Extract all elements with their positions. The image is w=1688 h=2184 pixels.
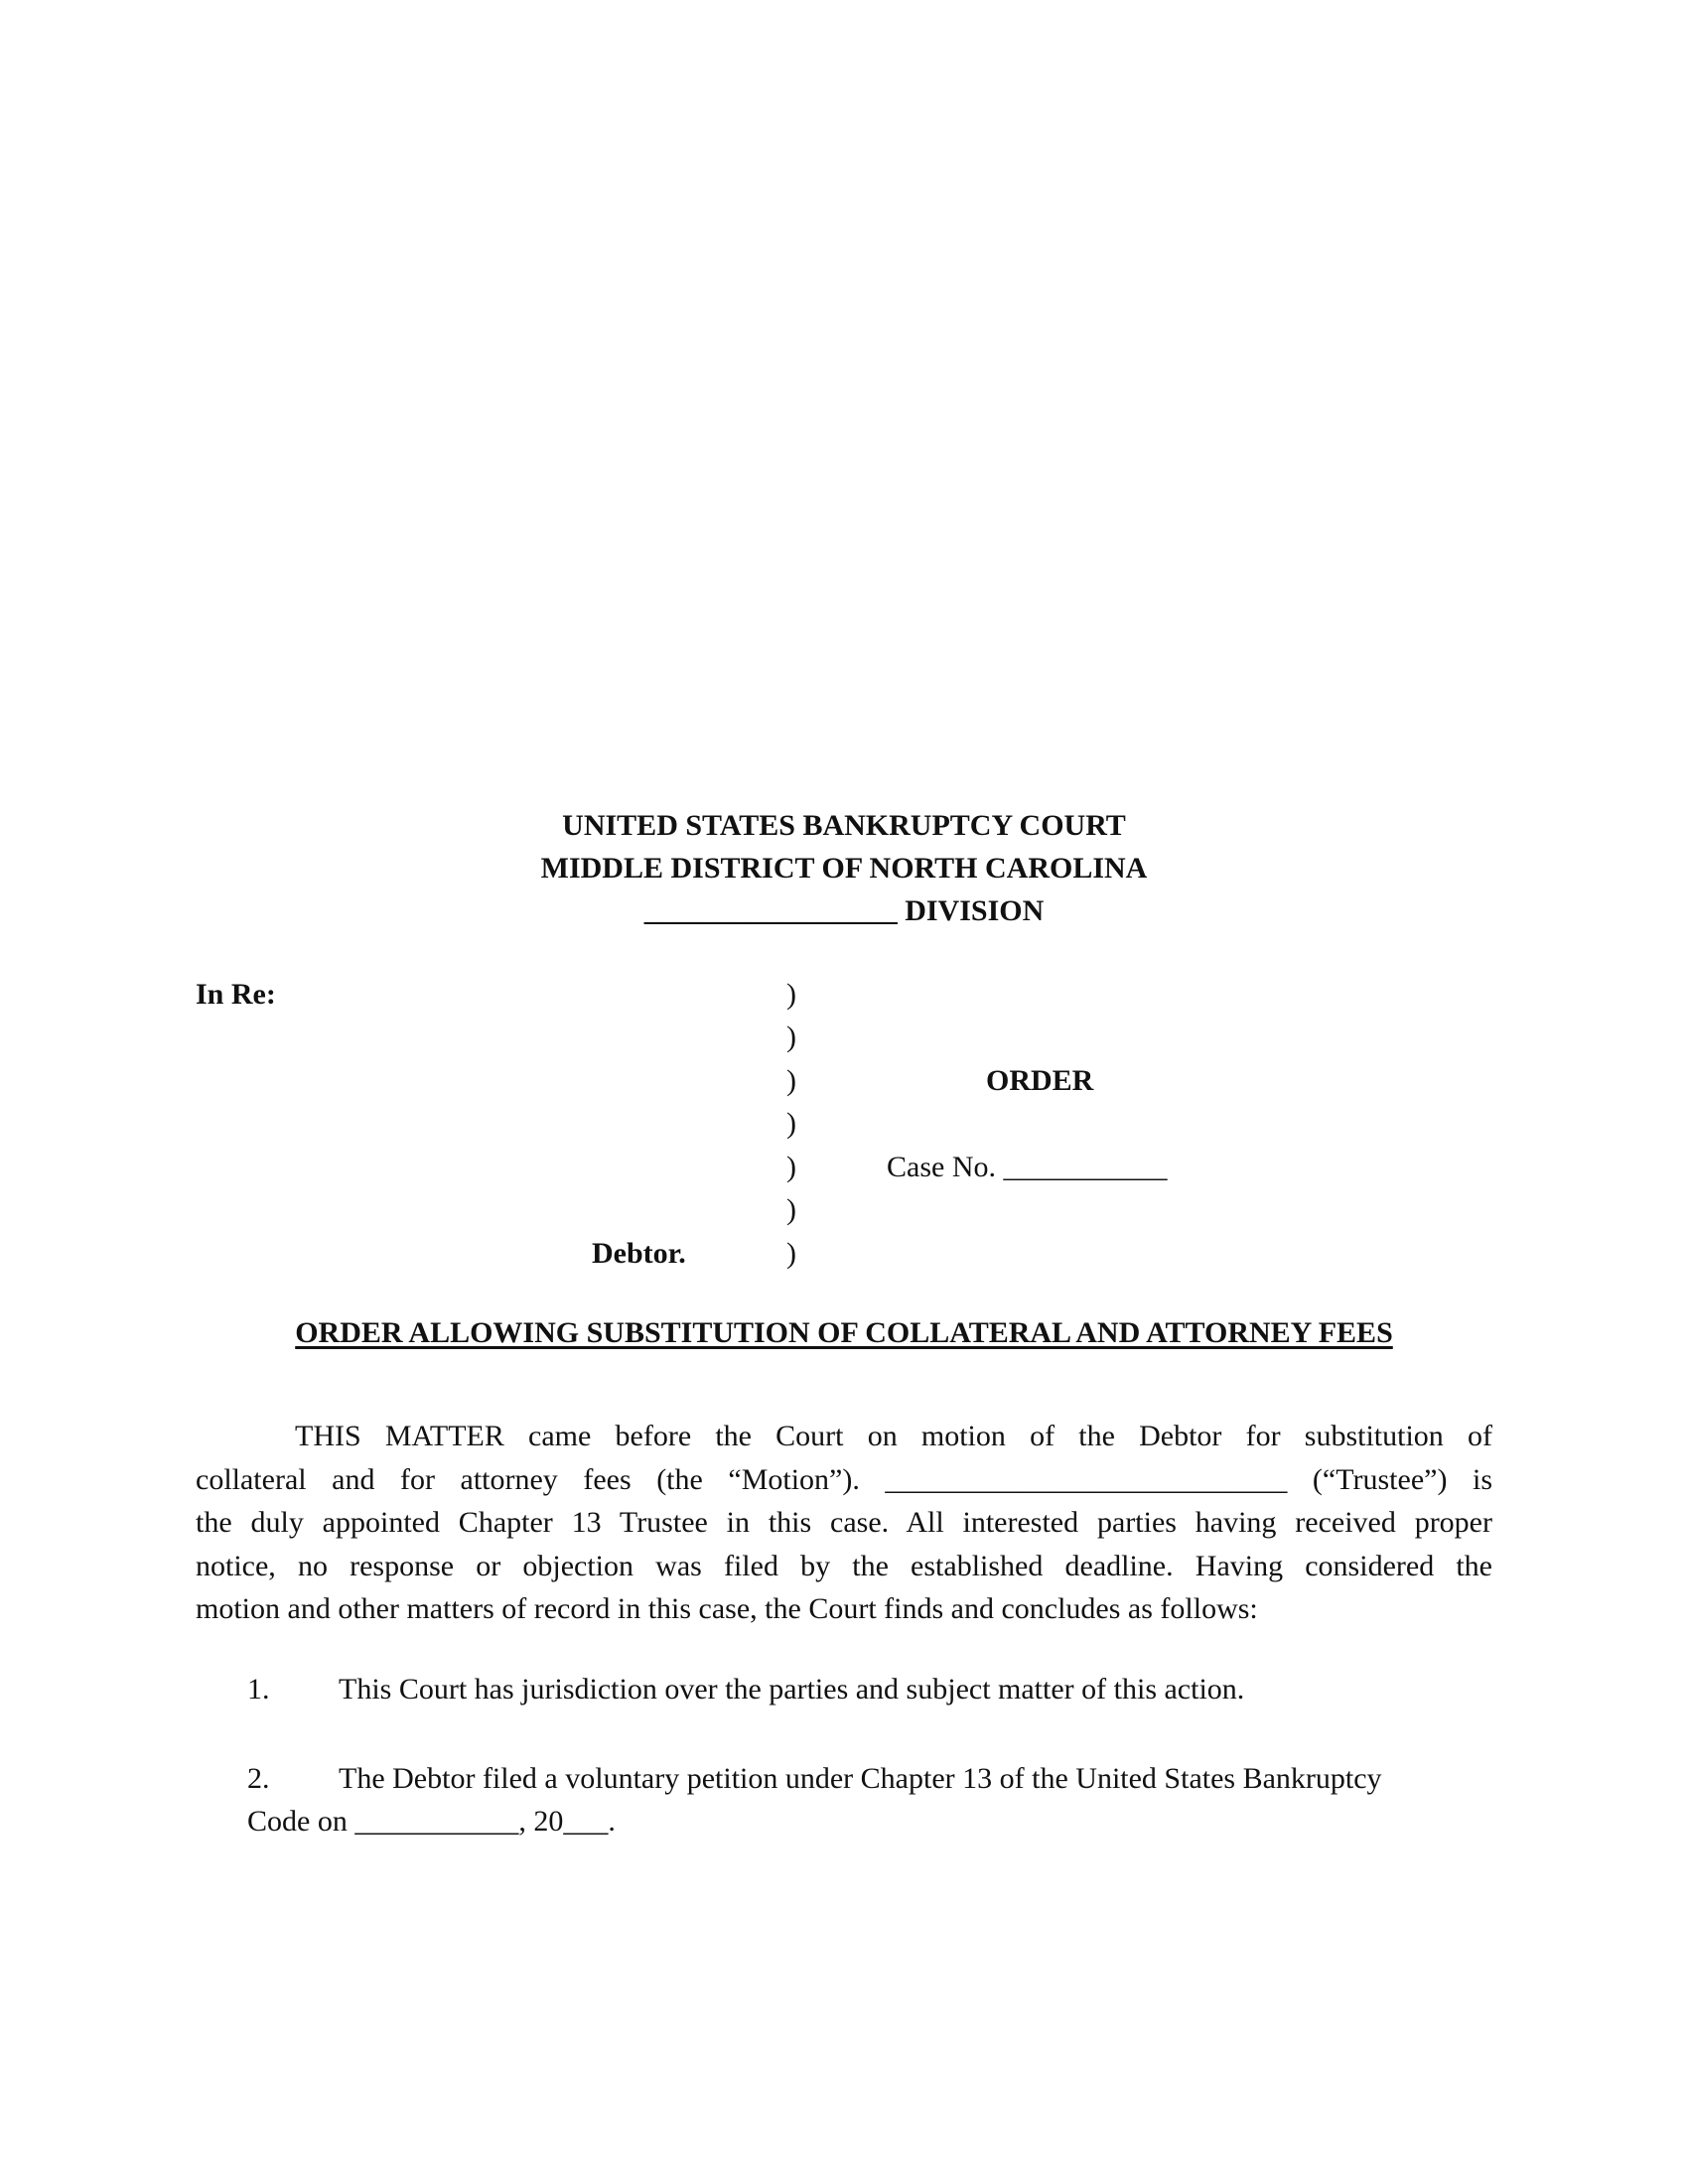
finding-text: The Debtor filed a voluntary petition under Chapter 13 of the United States Bankruptcy bbox=[339, 1762, 1382, 1795]
order-title: ORDER ALLOWING SUBSTITUTION OF COLLATERAL AND ATTORNEY FEES bbox=[295, 1316, 1393, 1349]
case-number-line: Case No. ___________ bbox=[887, 1151, 1168, 1183]
caption-paren: ) bbox=[786, 1237, 796, 1270]
caption-paren: ) bbox=[786, 1151, 796, 1183]
paragraph-line: the duly appointed Chapter 13 Trustee in this case. All interested parties having received proper bbox=[196, 1506, 1492, 1539]
debtor-label: Debtor. bbox=[592, 1237, 686, 1270]
court-heading bbox=[0, 804, 1688, 932]
finding-text-continued: Code on ___________, 20___. bbox=[247, 1805, 616, 1838]
finding-text: This Court has jurisdiction over the parties and subject matter of this action. bbox=[339, 1673, 1245, 1706]
paragraph-line: THIS MATTER came before the Court on motion of the Debtor for substitution of bbox=[295, 1420, 1492, 1452]
finding-number: 2. bbox=[247, 1762, 270, 1795]
caption-paren: ) bbox=[786, 978, 796, 1011]
court-name: UNITED STATES BANKRUPTCY COURT bbox=[562, 809, 1126, 842]
preamble-paragraph bbox=[196, 1415, 1492, 1631]
caption-paren: ) bbox=[786, 1193, 796, 1226]
paragraph-line: motion and other matters of record in this case, the Court finds and concludes as follows: bbox=[196, 1592, 1258, 1625]
in-re-label: In Re: bbox=[196, 978, 276, 1011]
order-label: ORDER bbox=[986, 1064, 1094, 1097]
division-line: _________________ DIVISION bbox=[643, 894, 1045, 927]
finding-number: 1. bbox=[247, 1673, 270, 1706]
paragraph-line: collateral and for attorney fees (the “Motion”). ___________________________ (“Trustee”) is bbox=[196, 1462, 1492, 1496]
caption-paren: ) bbox=[786, 1064, 796, 1097]
caption-paren: ) bbox=[786, 1107, 796, 1140]
caption-paren: ) bbox=[786, 1021, 796, 1053]
district-name: MIDDLE DISTRICT OF NORTH CAROLINA bbox=[540, 852, 1148, 885]
paragraph-line: notice, no response or objection was filed by the established deadline. Having considered the bbox=[196, 1549, 1492, 1582]
